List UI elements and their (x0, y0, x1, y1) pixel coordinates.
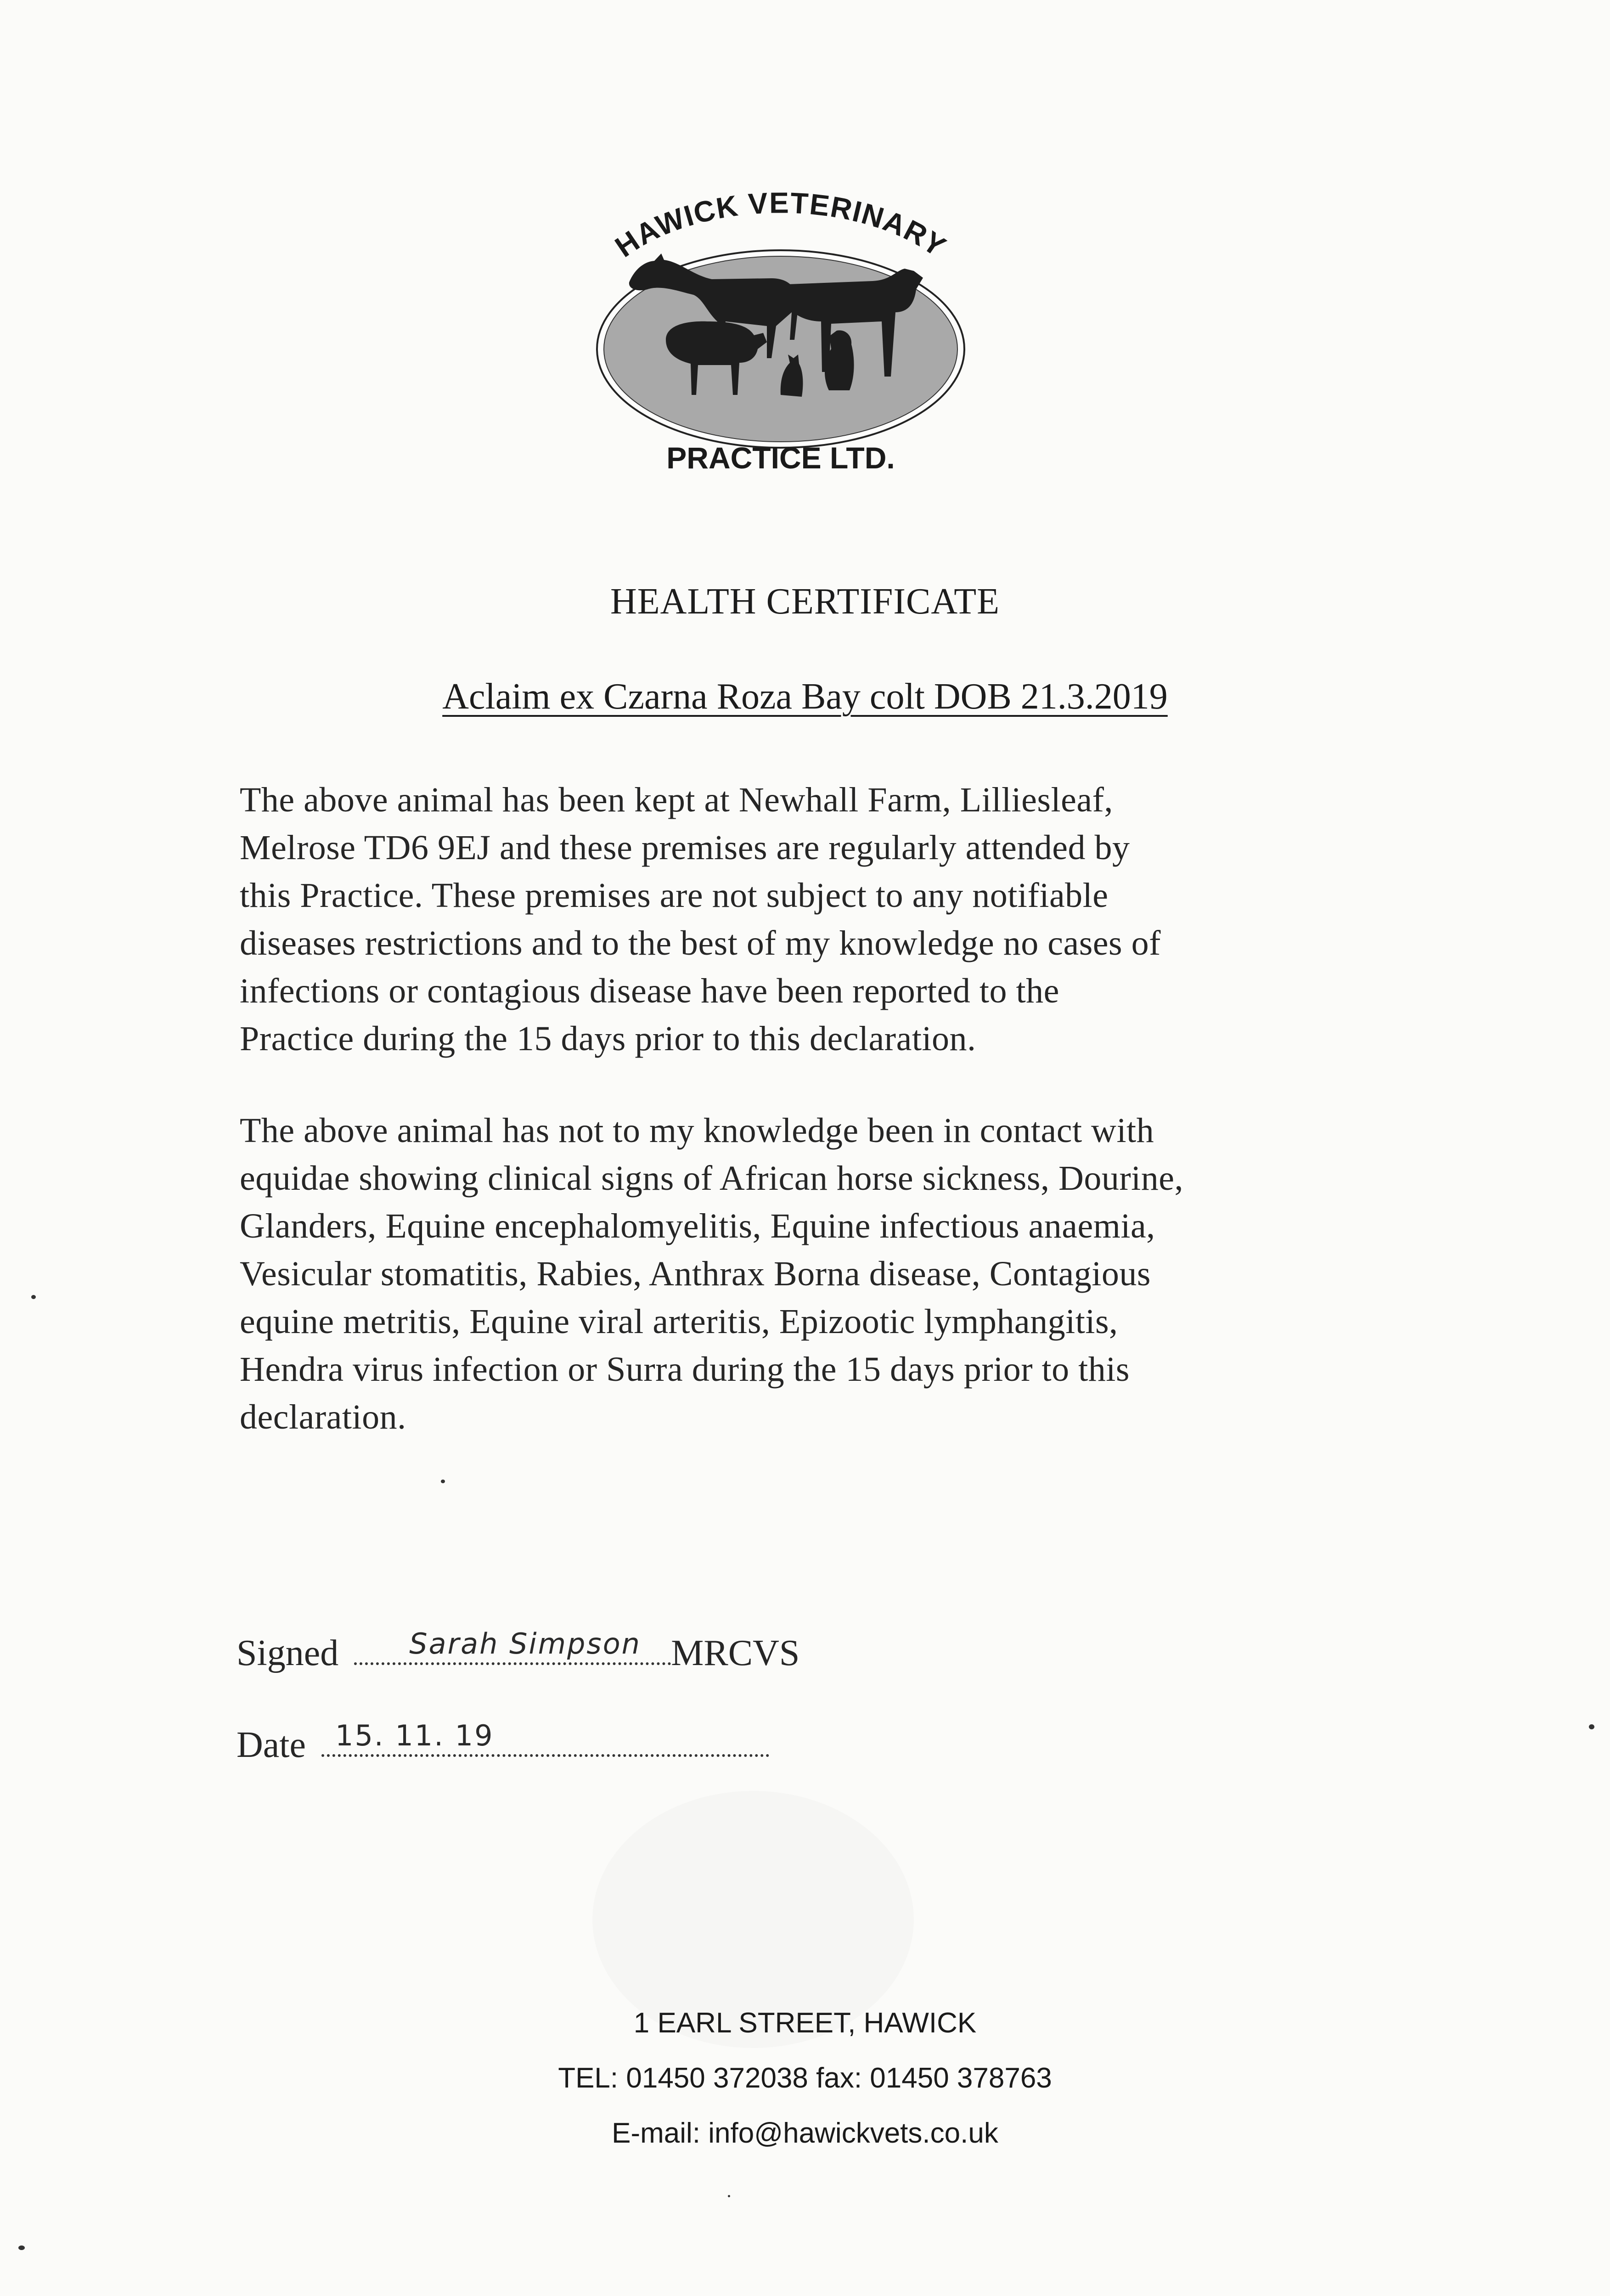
logo-bottom-text: PRACTICE LTD. (666, 441, 895, 475)
signed-label: Signed (236, 1633, 339, 1673)
scan-speck (441, 1480, 445, 1483)
paragraph-line: Practice during the 15 days prior to this declaration. (240, 1019, 976, 1058)
premises-paragraph (240, 776, 1415, 1063)
date-row (236, 1719, 769, 1766)
handwritten-date: 15. 11. 19 (335, 1719, 494, 1752)
handwritten-signature: Sarah Simpson (409, 1627, 641, 1660)
paragraph-line: declaration. (240, 1398, 406, 1436)
paragraph-line: infections or contagious disease have been reported to the (240, 972, 1059, 1010)
mrcvs-suffix: MRCVS (671, 1633, 800, 1673)
paragraph-line: The above animal has not to my knowledge been in contact with (240, 1111, 1154, 1150)
paragraph-line: equidae showing clinical signs of African horse sickness, Dourine, (240, 1159, 1183, 1198)
paragraph-line: Glanders, Equine encephalomyelitis, Equine infectious anaemia, (240, 1207, 1155, 1245)
paragraph-line: Melrose TD6 9EJ and these premises are regularly attended by (240, 828, 1130, 867)
footer-email: E-mail: info@hawickvets.co.uk (612, 2117, 998, 2149)
signature-line (354, 1627, 671, 1665)
footer-phone: TEL: 01450 372038 fax: 01450 378763 (558, 2062, 1052, 2094)
signed-row (236, 1627, 800, 1674)
animal-subject-line (0, 676, 1610, 718)
disease-contact-paragraph (240, 1107, 1415, 1441)
paragraph-line: this Practice. These premises are not subject to any notifiable (240, 876, 1109, 915)
paragraph-line: Vesicular stomatitis, Rabies, Anthrax Borna disease, Contagious (240, 1255, 1151, 1293)
scan-speck (728, 2195, 730, 2197)
scan-speck (31, 1295, 36, 1299)
scan-speck (1589, 1724, 1594, 1729)
paragraph-line: diseases restrictions and to the best of my knowledge no cases of (240, 924, 1161, 962)
paragraph-line: Hendra virus infection or Surra during the 15 days prior to this (240, 1350, 1130, 1389)
paragraph-line: The above animal has been kept at Newhall Farm, Lilliesleaf, (240, 781, 1113, 819)
paragraph-line: equine metritis, Equine viral arteritis, Epizootic lymphangitis, (240, 1302, 1118, 1341)
practice-logo (574, 174, 987, 478)
logo-arc-text: HAWICK VETERINARY (609, 186, 952, 264)
document-title: HEALTH CERTIFICATE (610, 581, 1000, 622)
date-line (321, 1719, 769, 1757)
date-label: Date (236, 1725, 306, 1765)
scan-speck (18, 2245, 25, 2250)
footer-address: 1 EARL STREET, HAWICK (633, 2007, 977, 2039)
animal-subject-text: Aclaim ex Czarna Roza Bay colt DOB 21.3.2019 (442, 676, 1168, 717)
